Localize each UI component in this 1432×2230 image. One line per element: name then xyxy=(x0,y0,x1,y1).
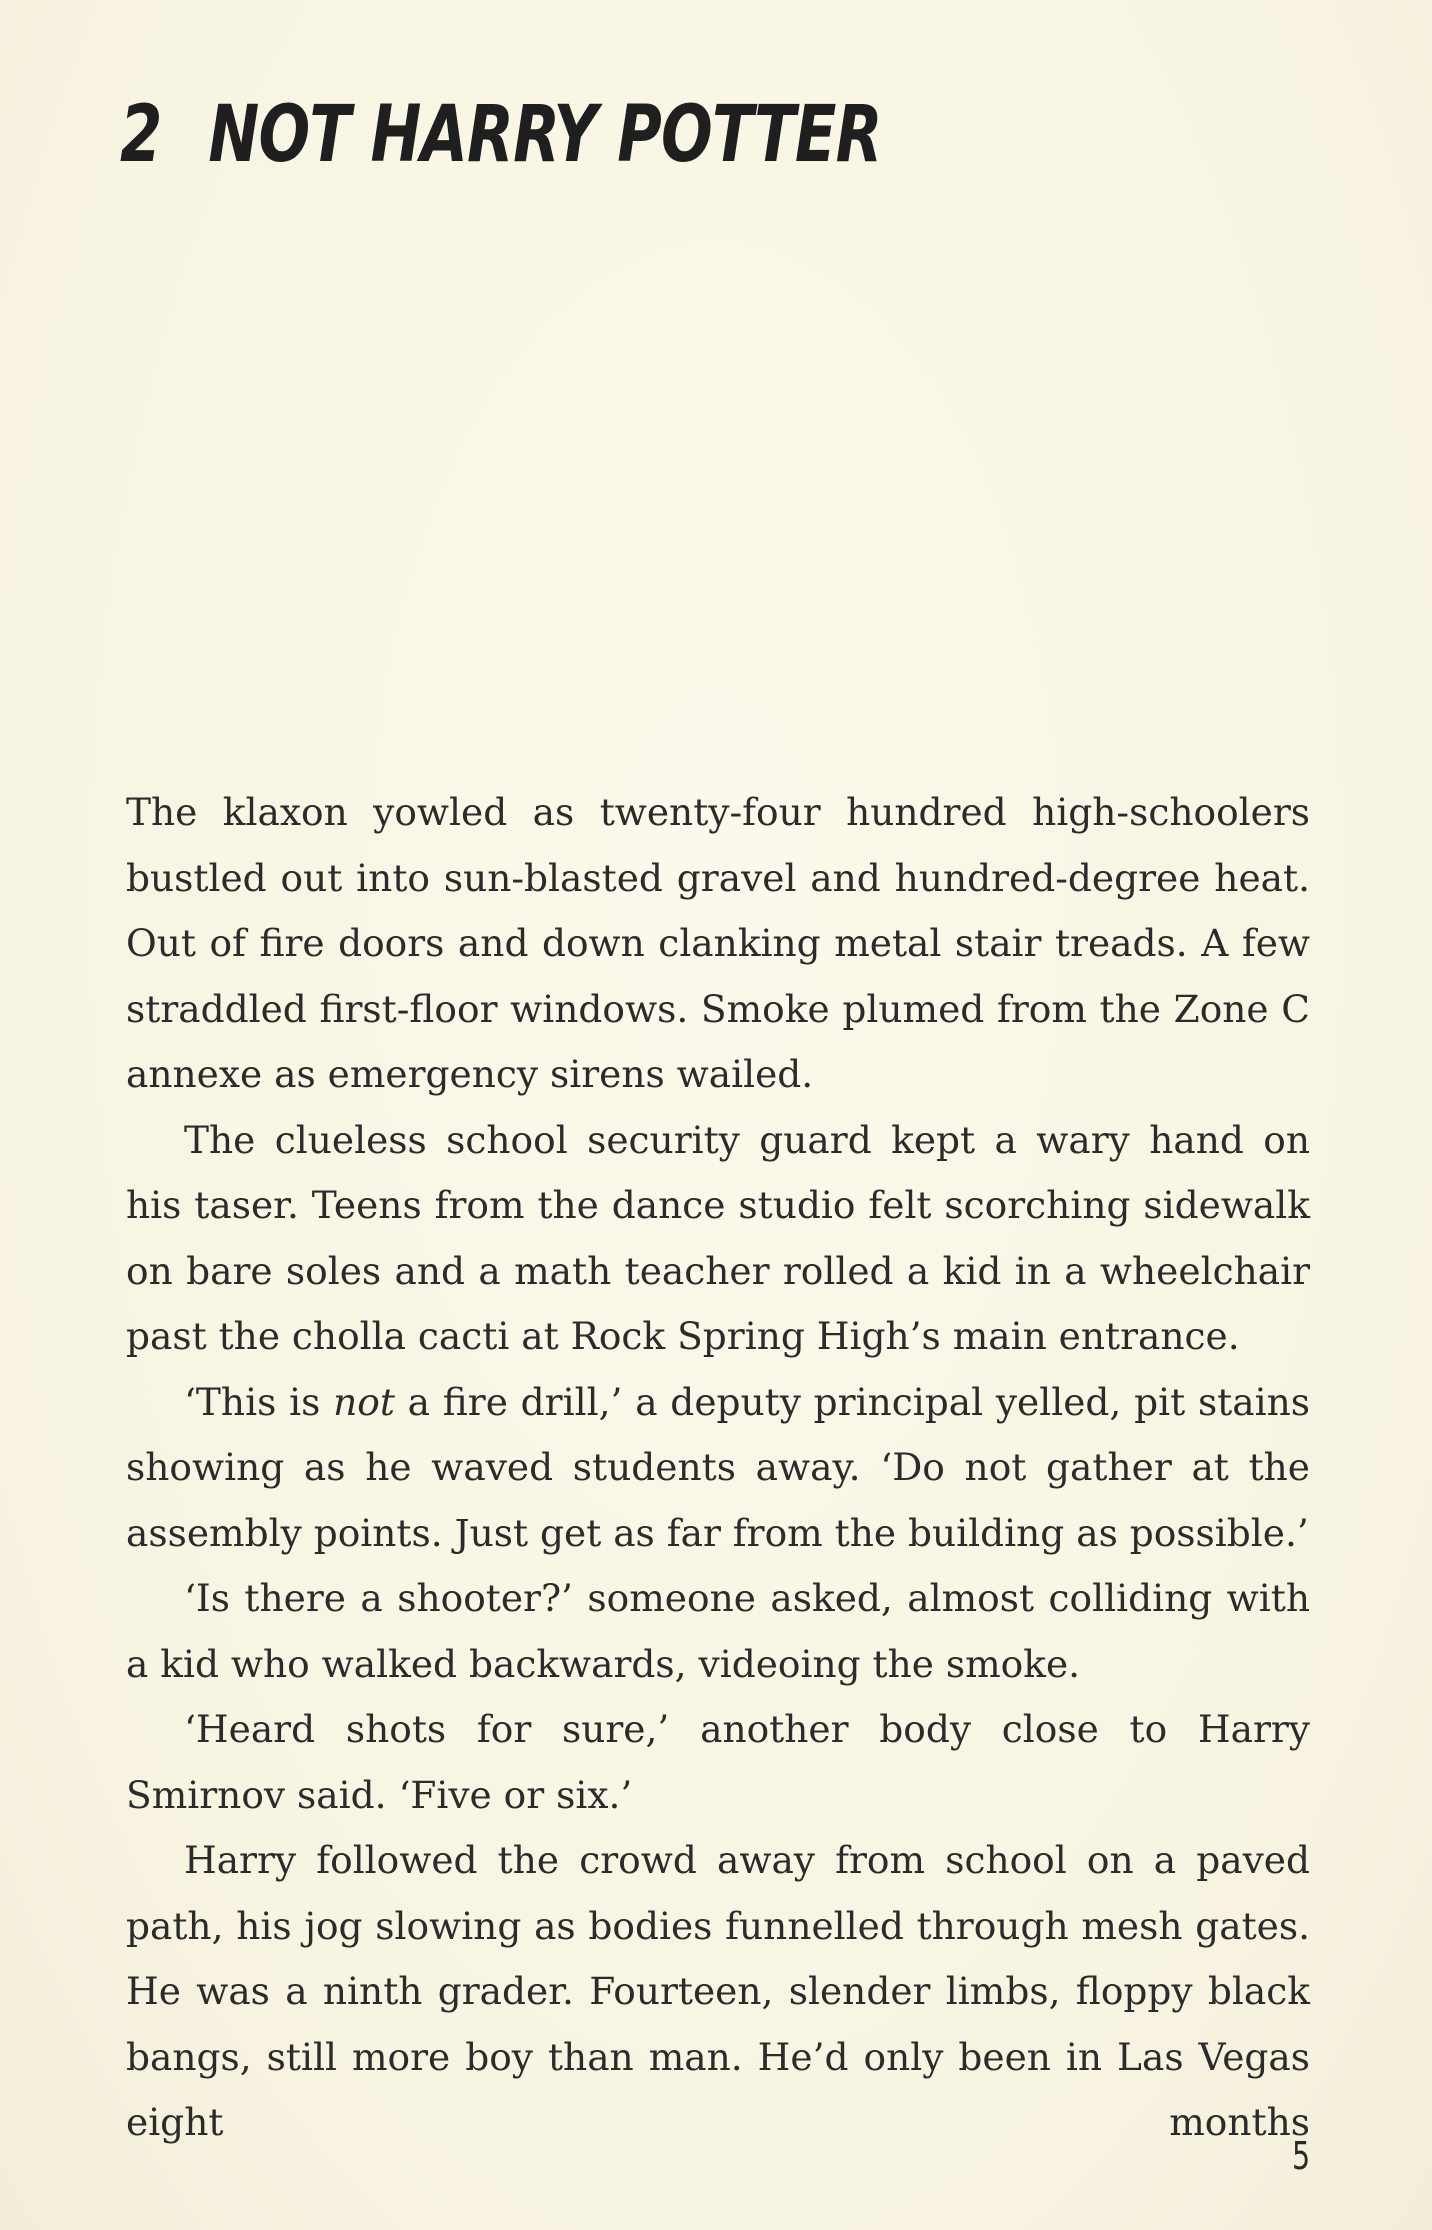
chapter-body xyxy=(126,780,1310,2156)
paragraph-3-start: ‘This is xyxy=(184,1379,334,1424)
chapter-number: 2 xyxy=(120,90,162,180)
paragraph-3-rest: a fire drill,’ a deputy principal yelled, pit stains showing as he waved students away. ‘Do not gather at the assembly points. Just get as far from the building as possible.’ xyxy=(126,1379,1311,1555)
paragraph-3 xyxy=(126,1370,1310,1567)
paragraph-2: The clueless school security guard kept a wary hand on his taser. Teens from the dance studio felt scorching sidewalk on bare soles and a math teacher rolled a kid in a wheelchair past the cholla cacti at Rock Spring High’s main entrance. xyxy=(126,1117,1310,1358)
chapter-title: NOT HARRY POTTER xyxy=(208,90,882,180)
paragraph-4: ‘Is there a shooter?’ someone asked, almost colliding with a kid who walked backwards, videoing the smoke. xyxy=(126,1576,1310,1686)
paragraph-3-emphasis: not xyxy=(333,1379,395,1424)
chapter-heading xyxy=(120,90,882,180)
paragraph-5: ‘Heard shots for sure,’ another body close to Harry Smirnov said. ‘Five or six.’ xyxy=(126,1707,1310,1817)
page-number: 5 xyxy=(1291,2134,1310,2178)
paragraph-1: The klaxon yowled as twenty-four hundred high-schoolers bustled out into sun-blasted gravel and hundred-degree heat. Out of fire doors and down clanking metal stair treads. A few straddled first-floor windows. Smoke plumed from the Zone C annexe as emergency sirens wailed. xyxy=(126,790,1310,1096)
paragraph-6: Harry followed the crowd away from school on a paved path, his jog slowing as bodies funnelled through mesh gates. He was a ninth grader. Fourteen, slender limbs, floppy black bangs, still more boy than man. He’d only been in Las Vegas eight months xyxy=(126,1838,1310,2144)
